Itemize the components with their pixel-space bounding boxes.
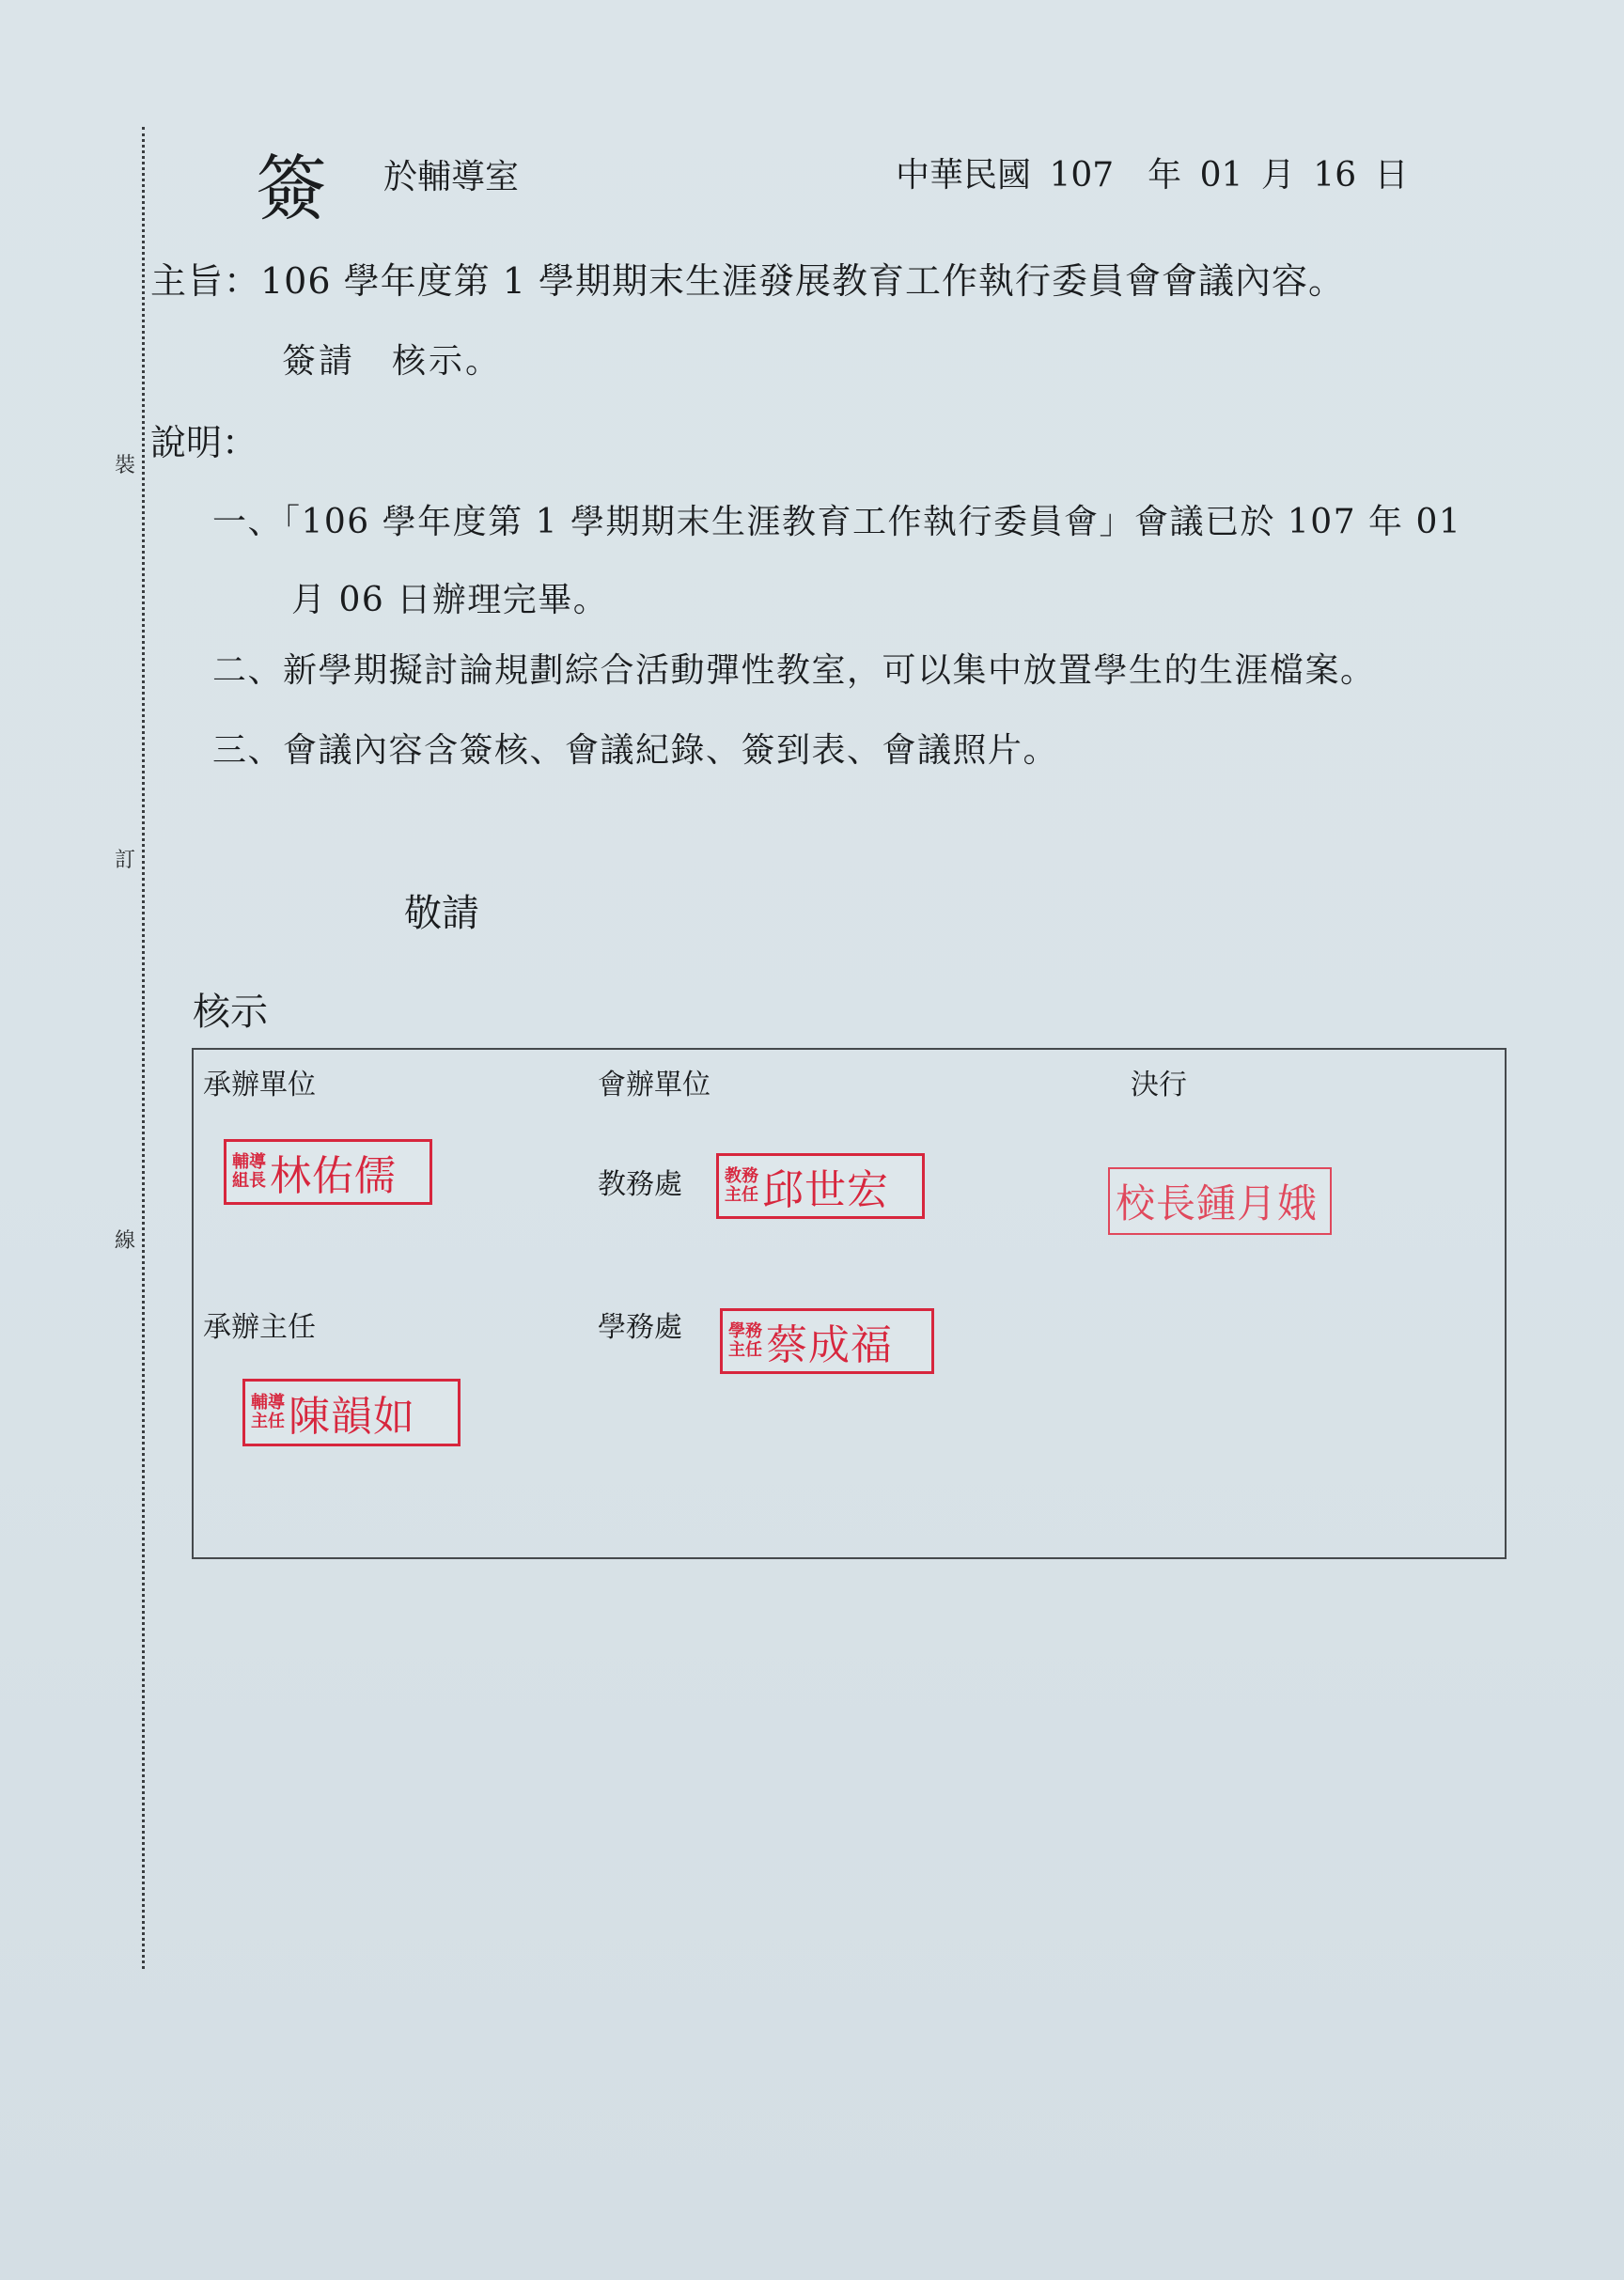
stamp-principal — [1108, 1167, 1332, 1235]
approve-label: 核示 — [193, 991, 268, 1034]
stamp-principal-text: 校長鍾月娥 — [1116, 1180, 1319, 1226]
explanation-item-1: 一、「106 學年度第 1 學期期末生涯教育工作執行委員會」會議已於 107 年 01 — [212, 503, 1462, 541]
stamp-name: 陳韻如 — [289, 1393, 415, 1441]
explanation-item-3: 三、會議內容含簽核、會議紀錄、簽到表、會議照片。 — [212, 731, 1059, 770]
stamp-student-affairs — [720, 1308, 934, 1374]
stamp-academic-affairs — [716, 1153, 925, 1219]
stamp-name: 蔡成福 — [766, 1321, 893, 1369]
stamp-title-1: 教務 — [725, 1166, 758, 1186]
stamp-handling-director — [242, 1379, 461, 1446]
binding-mark-1: 裝 — [115, 454, 136, 477]
student-affairs-label: 學務處 — [598, 1311, 682, 1344]
closing-respect: 敬請 — [404, 892, 479, 935]
stamp-title-1: 學務 — [728, 1321, 762, 1341]
subject-line: 主旨：106 學年度第 1 學期期末生涯發展教育工作執行委員會會議內容。 — [150, 260, 1345, 302]
signature-box — [192, 1048, 1507, 1559]
stamp-title-2: 主任 — [728, 1340, 762, 1360]
stamp-title-2: 主任 — [725, 1185, 758, 1205]
stamp-handling-unit — [224, 1139, 432, 1205]
academic-affairs-label: 教務處 — [598, 1168, 682, 1201]
stamp-title-2: 主任 — [251, 1412, 285, 1431]
request-line: 簽請 核示。 — [282, 342, 503, 381]
doc-type-title: 簽 — [256, 147, 327, 230]
stamp-title-2: 組長 — [232, 1171, 266, 1191]
binding-dotted-line — [142, 127, 145, 1969]
decision-label: 決行 — [1131, 1069, 1187, 1101]
document-date: 中華民國 107 年 01 月 16 日 — [896, 156, 1409, 195]
explanation-item-2: 二、新學期擬討論規劃綜合活動彈性教室，可以集中放置學生的生涯檔案。 — [212, 651, 1376, 690]
binding-mark-3: 線 — [115, 1229, 136, 1253]
office-name: 於輔導室 — [383, 158, 520, 196]
handling-director-label: 承辦主任 — [203, 1311, 316, 1344]
handling-unit-label: 承辦單位 — [203, 1069, 316, 1101]
stamp-title-1: 輔導 — [251, 1393, 285, 1413]
co-unit-label: 會辦單位 — [598, 1069, 710, 1101]
binding-mark-2: 訂 — [115, 849, 136, 872]
stamp-name: 邱世宏 — [762, 1166, 889, 1214]
stamp-title-1: 輔導 — [232, 1152, 266, 1172]
explanation-item-1-cont: 月 06 日辦理完畢。 — [291, 581, 609, 619]
explanation-label: 說明： — [150, 422, 258, 463]
stamp-name: 林佑儒 — [270, 1152, 397, 1200]
